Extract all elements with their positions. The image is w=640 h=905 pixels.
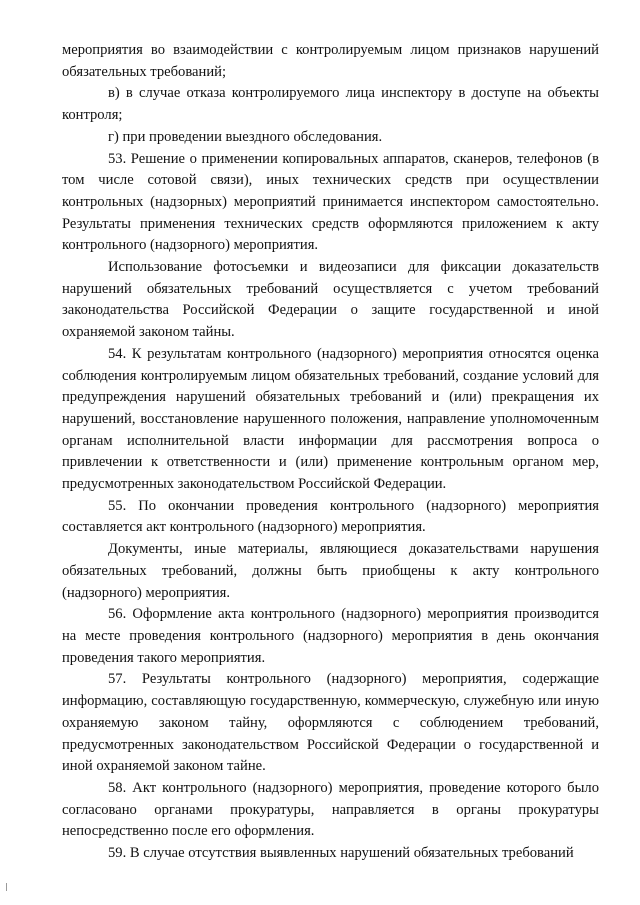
paragraph-58: 58. Акт контрольного (надзорного) мероприятия, проведение которого было согласовано органами прокуратуры, направляется в органы прокуратуры непосредственно после его оформления. — [62, 779, 599, 840]
paragraph-55-documents: Документы, иные материалы, являющиеся доказательствами нарушения обязательных требований, должны быть приобщены к акту контрольного (надзорного) мероприятия. — [62, 541, 599, 601]
paragraph-59: 59. В случае отсутствия выявленных нарушений обязательных требований — [108, 845, 574, 862]
paragraph-item-v: в) в случае отказа контролируемого лица инспектору в доступе на объекты контроля; — [62, 85, 599, 124]
paragraph-continuation: мероприятия во взаимодействии с контролируемым лицом признаков нарушений обязательных требований; — [62, 42, 599, 80]
paragraph-56: 56. Оформление акта контрольного (надзорного) мероприятия производится на месте проведения контрольного (надзорного) мероприятия в день окончания проведения такого мероприятия. — [62, 606, 599, 666]
document-page — [62, 40, 599, 865]
paragraph-55: 55. По окончании проведения контрольного (надзорного) мероприятия составляется акт контрольного (надзорного) мероприятия. — [62, 497, 599, 536]
paragraph-item-g: г) при проведении выездного обследования. — [108, 128, 383, 145]
paragraph-54: 54. К результатам контрольного (надзорного) мероприятия относятся оценка соблюдения контролируемым лицом обязательных требований, создание условий для предупреждения нарушений обязательных требований и (или) прекращения их нарушений, восстановление нарушенного положения, направление уполномоченным органам исполнительной власти информации для рассмотрения вопроса о привлечении к ответственности и (или) применение контрольным органом мер, предусмотренных законодательством Российской Федерации. — [62, 345, 599, 493]
paragraph-53-photo: Использование фотосъемки и видеозаписи для фиксации доказательств нарушений обязательных требований осуществляется с учетом требований законодательства Российской Федерации о защите государственной и иной охраняемой законом тайны. — [62, 259, 599, 341]
scan-edge-mark — [6, 883, 7, 891]
paragraph-57: 57. Результаты контрольного (надзорного) мероприятия, содержащие информацию, составляющую государственную, коммерческую, служебную или иную охраняемую законом тайну, оформляются с соблюдением требований, предусмотренных законодательством Российской Федерации о государственной и иной охраняемой законом тайне. — [62, 671, 599, 775]
paragraph-53: 53. Решение о применении копировальных аппаратов, сканеров, телефонов (в том числе сотовой связи), иных технических средств при осуществлении контрольных (надзорных) мероприятий принимается инспектором самостоятельно. Результаты применения технических средств оформляются приложением к акту контрольного (надзорного) мероприятия. — [62, 150, 599, 254]
